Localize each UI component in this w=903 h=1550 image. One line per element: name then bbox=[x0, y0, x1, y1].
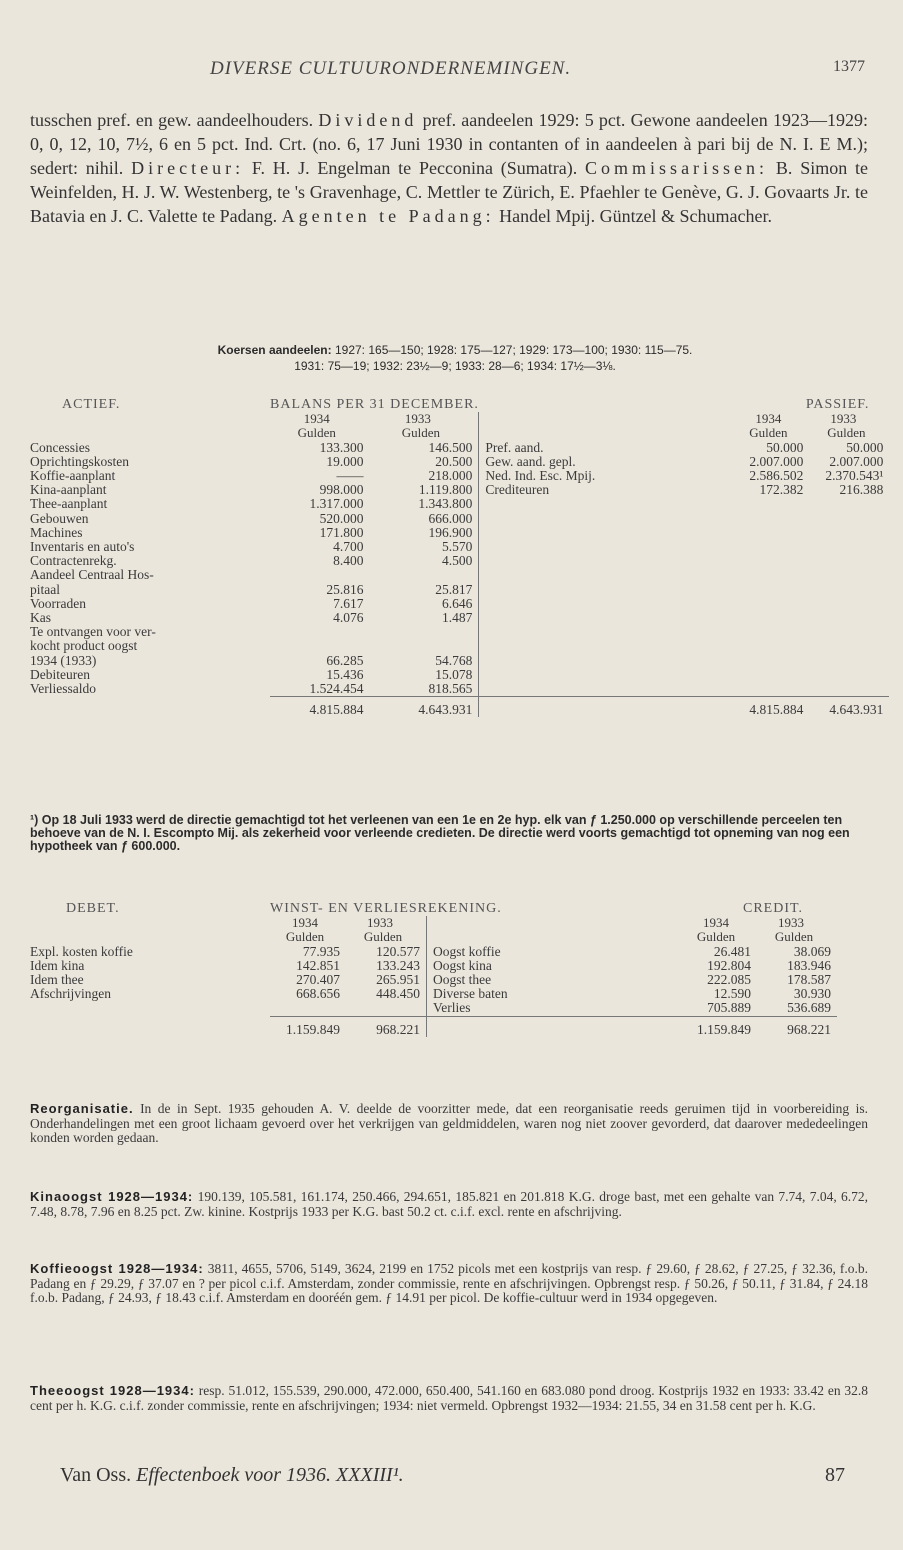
pl-year-1934: 1934 bbox=[292, 915, 318, 931]
balance-left-value-1933: 54.768 bbox=[435, 652, 473, 668]
directeur-text: F. H. J. Engelman te Pecconina (Sumatra). bbox=[251, 158, 578, 178]
balance-total-1934: 4.815.884 bbox=[270, 697, 363, 718]
koffie-heading: Koffieoogst 1928—1934: bbox=[30, 1261, 204, 1276]
prices-line-1: 1927: 165—150; 1928: 175—127; 1929: 173—100; 1930: 115—75. bbox=[334, 343, 693, 357]
balance-row bbox=[30, 654, 889, 668]
unit-label: Gulden bbox=[749, 425, 788, 441]
unit-label: Gulden bbox=[774, 929, 814, 945]
balance-right-value-1933: 50.000 bbox=[846, 439, 884, 455]
pl-right-value-1933: 183.946 bbox=[787, 957, 831, 973]
pl-right-value-1934: 222.085 bbox=[707, 972, 751, 988]
balance-right-label: Ned. Ind. Esc. Mpij. bbox=[479, 469, 734, 483]
balance-right-value-1934 bbox=[733, 654, 803, 668]
intro-paragraph bbox=[30, 108, 868, 228]
pl-left-value-1934 bbox=[270, 1001, 340, 1016]
balance-right-label bbox=[479, 611, 734, 625]
balance-row bbox=[30, 540, 889, 554]
balance-left-label: Concessies bbox=[30, 440, 90, 455]
pl-left-value-1933: 120.577 bbox=[376, 943, 420, 959]
balance-left-value-1933: 20.500 bbox=[435, 453, 473, 469]
pl-right-value-1934: 12.590 bbox=[713, 986, 751, 1002]
balance-left-value-1934 bbox=[270, 625, 363, 639]
pl-year-1933-right: 1933 bbox=[778, 915, 804, 931]
balance-left-value-1933: 1.343.800 bbox=[418, 496, 473, 512]
footnote bbox=[30, 814, 868, 853]
kina-text: 190.139, 105.581, 161.174, 250.466, 294.651, 185.821 en 201.818 K.G. droge bast, met een gehalte van 7.74, 7.04, 6.72, 7.48, 8.78, 7.96 en 8.25 pct. Zw. kinine. Kostprijs 1933 per K.G. bast 50.2 ct. c.i.f. excl. rente en afschrijving. bbox=[30, 1189, 869, 1219]
balance-right-value-1933 bbox=[803, 526, 889, 540]
balance-left-value-1934: 7.617 bbox=[333, 595, 364, 611]
pl-right-value-1933: 536.689 bbox=[787, 1000, 831, 1016]
balance-right-value-1934 bbox=[733, 526, 803, 540]
balance-right-value-1933 bbox=[803, 611, 889, 625]
pl-right-value-1934: 26.481 bbox=[713, 943, 751, 959]
balance-left-value-1934: 998.000 bbox=[319, 482, 364, 498]
balance-right-title: PASSIEF. bbox=[805, 397, 870, 412]
balance-right-value-1933 bbox=[803, 597, 889, 611]
prices-line-2: 1931: 75—19; 1932: 23½—9; 1933: 28—6; 1934: 17½—3⅛. bbox=[294, 359, 616, 373]
pl-left-label: Idem kina bbox=[30, 958, 85, 973]
balance-row bbox=[30, 639, 889, 653]
balance-left-label: Aandeel Centraal Hos- bbox=[30, 568, 154, 583]
balance-total-1933-right: 4.643.931 bbox=[803, 697, 889, 718]
commissarissen-label: Commissarissen: bbox=[585, 158, 769, 178]
pl-year-1933: 1933 bbox=[367, 915, 393, 931]
balance-right-label bbox=[479, 497, 734, 511]
balance-left-value-1933 bbox=[363, 639, 478, 653]
balance-left-value-1933: 1.487 bbox=[442, 610, 473, 626]
balance-right-label bbox=[479, 668, 734, 682]
balance-left-value-1933: 15.078 bbox=[435, 666, 473, 682]
balance-right-label bbox=[479, 540, 734, 554]
balance-row bbox=[30, 568, 889, 582]
pl-total-1934: 1.159.849 bbox=[270, 1016, 340, 1037]
balance-right-label: Pref. aand. bbox=[479, 441, 734, 455]
balance-left-value-1933: 6.646 bbox=[442, 595, 473, 611]
balance-left-label: Thee-aanplant bbox=[30, 497, 108, 512]
pl-left-value-1933: 448.450 bbox=[376, 986, 420, 1002]
pl-left-label bbox=[30, 1001, 270, 1016]
dividend-text: pref. aandeelen 1929: 5 pct. Gewone aandeelen 1923—1929: 0, 0, 12, 10, 7½, 6 en 5 pct. Ind. Crt. (no. 6, 17 Juni 1930 in contanten of in aandeelen à pari bij de N. I. E M.); sedert: nihil. bbox=[30, 110, 869, 178]
thee-paragraph bbox=[30, 1384, 868, 1413]
pl-row bbox=[30, 959, 837, 973]
balance-left-value-1934 bbox=[270, 639, 363, 653]
balance-right-value-1933 bbox=[803, 654, 889, 668]
balance-right-value-1934 bbox=[733, 625, 803, 639]
agenten-text: Handel Mpij. Güntzel & Schumacher. bbox=[499, 206, 773, 226]
pl-left-title: DEBET. bbox=[66, 901, 120, 916]
balance-right-label bbox=[479, 654, 734, 668]
balance-left-label: Gebouwen bbox=[30, 511, 89, 526]
pl-year-1934-right: 1934 bbox=[703, 915, 729, 931]
balance-right-value-1933 bbox=[803, 583, 889, 597]
pl-right-value-1934: 705.889 bbox=[707, 1000, 751, 1016]
pl-right-value-1934: 192.804 bbox=[707, 957, 751, 973]
pl-row bbox=[30, 973, 837, 987]
balance-right-value-1934 bbox=[733, 540, 803, 554]
pl-total-1934-right: 1.159.849 bbox=[681, 1016, 751, 1037]
koffie-paragraph bbox=[30, 1262, 868, 1306]
balance-left-label: pitaal bbox=[30, 582, 60, 597]
kina-paragraph bbox=[30, 1190, 868, 1219]
pl-left-value-1933: 265.951 bbox=[376, 972, 420, 988]
balance-right-label bbox=[479, 583, 734, 597]
balance-right-value-1933 bbox=[803, 668, 889, 682]
balance-right-value-1933 bbox=[803, 568, 889, 582]
directeur-label: Directeur: bbox=[131, 158, 245, 178]
balance-row bbox=[30, 583, 889, 597]
balance-left-value-1933: 818.565 bbox=[428, 681, 473, 697]
balance-left-value-1934 bbox=[270, 568, 363, 582]
balance-left-value-1934: 25.816 bbox=[326, 581, 364, 597]
balance-left-value-1933: 218.000 bbox=[428, 468, 473, 484]
pl-left-value-1933 bbox=[340, 1001, 427, 1016]
balance-right-value-1933 bbox=[803, 540, 889, 554]
balance-right-label: Crediteuren bbox=[479, 483, 734, 497]
unit-label: Gulden bbox=[696, 929, 736, 945]
balance-right-value-1933 bbox=[803, 682, 889, 697]
balance-right-value-1933 bbox=[803, 497, 889, 511]
balance-left-label: Inventaris en auto's bbox=[30, 540, 135, 555]
balance-row bbox=[30, 526, 889, 540]
balance-left-title: ACTIEF. bbox=[62, 397, 121, 412]
balance-left-label: 1934 (1933) bbox=[30, 653, 97, 668]
pl-right-label: Diverse baten bbox=[427, 987, 682, 1001]
pl-row bbox=[30, 987, 837, 1001]
kina-heading: Kinaoogst 1928—1934: bbox=[30, 1189, 194, 1204]
footer-author: Van Oss. bbox=[60, 1464, 132, 1486]
balance-left-value-1934: 8.400 bbox=[333, 553, 364, 569]
balance-row bbox=[30, 441, 889, 455]
balance-left-value-1933: 1.119.800 bbox=[418, 482, 473, 498]
balance-left-value-1933: 4.500 bbox=[442, 553, 473, 569]
balance-total-1933: 4.643.931 bbox=[363, 697, 478, 718]
unit-label: Gulden bbox=[363, 929, 403, 945]
balance-right-value-1934 bbox=[733, 497, 803, 511]
balance-right-value-1933: 2.370.543¹ bbox=[825, 468, 884, 484]
pl-right-value-1933: 30.930 bbox=[793, 986, 831, 1002]
balance-year-1933: 1933 bbox=[404, 411, 431, 427]
thee-text: resp. 51.012, 155.539, 290.000, 472.000, 650.400, 541.160 en 683.080 pond droog. Kostprijs 1932 en 1933: 33.42 en 32.8 cent per h. K.G. c.i.f. zonder commissie, rente en afschrijvingen; 1934: niet vermeld. Opbrengst 1932—1934: 21.55, 34 en 31.58 cent per h. K.G. bbox=[30, 1383, 869, 1413]
balance-total-1934-right: 4.815.884 bbox=[733, 697, 803, 718]
balance-right-value-1934 bbox=[733, 611, 803, 625]
pl-center-title: WINST- EN VERLIESREKENING. bbox=[270, 901, 502, 916]
agenten-label: Agenten te Padang: bbox=[281, 206, 495, 226]
unit-label: Gulden bbox=[401, 425, 441, 441]
reorganisation-paragraph bbox=[30, 1102, 868, 1146]
balance-left-value-1934: 133.300 bbox=[319, 439, 364, 455]
header-title: DIVERSE CULTUURONDERNEMINGEN. bbox=[210, 58, 572, 79]
pl-right-value-1933: 38.069 bbox=[793, 943, 831, 959]
balance-row bbox=[30, 611, 889, 625]
running-header bbox=[60, 58, 865, 84]
balance-left-label: Machines bbox=[30, 525, 83, 540]
balance-year-1934: 1934 bbox=[303, 411, 330, 427]
balance-right-value-1934 bbox=[733, 583, 803, 597]
balance-right-value-1934 bbox=[733, 597, 803, 611]
balance-right-label: Gew. aand. gepl. bbox=[479, 455, 734, 469]
balance-row bbox=[30, 597, 889, 611]
unit-label: Gulden bbox=[827, 425, 866, 441]
balance-row bbox=[30, 497, 889, 511]
pl-right-label: Oogst kina bbox=[427, 959, 682, 973]
unit-label: Gulden bbox=[297, 425, 336, 441]
balance-right-value-1934: 2.007.000 bbox=[749, 453, 804, 469]
balance-left-label: Debiteuren bbox=[30, 667, 90, 682]
balance-right-label bbox=[479, 554, 734, 568]
balance-left-label: Koffie-aanplant bbox=[30, 469, 116, 484]
balance-right-value-1933: 2.007.000 bbox=[829, 453, 884, 469]
balance-left-value-1934: 19.000 bbox=[326, 453, 364, 469]
balance-row bbox=[30, 512, 889, 526]
pl-left-label: Idem thee bbox=[30, 973, 84, 988]
balance-row bbox=[30, 668, 889, 682]
balance-row bbox=[30, 455, 889, 469]
footer-page-number: 87 bbox=[825, 1464, 845, 1486]
balance-right-value-1933 bbox=[803, 554, 889, 568]
balance-right-label bbox=[479, 512, 734, 526]
balance-left-value-1934: 15.436 bbox=[326, 666, 364, 682]
pl-total-1933-right: 968.221 bbox=[751, 1016, 837, 1037]
balance-left-value-1933: 25.817 bbox=[435, 581, 473, 597]
pl-left-value-1934: 77.935 bbox=[302, 943, 340, 959]
pl-right-title: CREDIT. bbox=[742, 901, 803, 916]
balance-row bbox=[30, 625, 889, 639]
unit-label: Gulden bbox=[285, 929, 325, 945]
balance-left-value-1933 bbox=[363, 568, 478, 582]
balance-right-value-1933 bbox=[803, 625, 889, 639]
balance-right-label bbox=[479, 568, 734, 582]
balance-left-value-1934: —— bbox=[336, 468, 364, 484]
reorganisation-text: In de in Sept. 1935 gehouden A. V. deelde de voorzitter mede, dat een reorganisatie reeds geruimen tijd in voorbereiding is. Onderhandelingen met een groot lichaam gevoerd over het verkrijgen van geldmiddelen, waren nog niet zoover gevorderd, dat daarover mededeelingen konden worden gedaan. bbox=[30, 1101, 868, 1145]
balance-left-label: Verliessaldo bbox=[30, 682, 96, 697]
balance-year-1933-right: 1933 bbox=[830, 411, 857, 427]
balance-left-label: kocht product oogst bbox=[30, 639, 138, 654]
balance-right-value-1934: 2.586.502 bbox=[749, 468, 804, 484]
balance-right-value-1933 bbox=[803, 639, 889, 653]
balance-right-value-1934: 172.382 bbox=[759, 482, 804, 498]
balance-right-value-1934 bbox=[733, 512, 803, 526]
balance-right-value-1933: 216.388 bbox=[839, 482, 884, 498]
balance-left-label: Kina-aanplant bbox=[30, 483, 107, 498]
dividend-label: Dividend bbox=[318, 110, 418, 130]
profit-loss-account bbox=[30, 902, 837, 1037]
balance-left-value-1934: 520.000 bbox=[319, 510, 364, 526]
reorganisation-heading: Reorganisatie. bbox=[30, 1101, 134, 1116]
balance-sheet bbox=[30, 398, 889, 717]
pl-right-label: Oogst koffie bbox=[427, 945, 682, 959]
pl-row bbox=[30, 1001, 837, 1016]
share-prices bbox=[60, 342, 850, 374]
balance-right-label bbox=[479, 526, 734, 540]
balance-right-value-1934 bbox=[733, 639, 803, 653]
balance-left-value-1933: 196.900 bbox=[428, 524, 473, 540]
balance-right-label bbox=[479, 639, 734, 653]
prices-label: Koersen aandeelen: bbox=[217, 343, 332, 357]
balance-left-value-1933: 666.000 bbox=[428, 510, 473, 526]
pl-left-label: Expl. kosten koffie bbox=[30, 944, 133, 959]
footer-book: Effectenboek voor 1936. XXXIII¹. bbox=[136, 1464, 404, 1486]
pl-right-value-1933: 178.587 bbox=[787, 972, 831, 988]
pl-left-value-1934: 668.656 bbox=[296, 986, 340, 1002]
koffie-text: 3811, 4655, 5706, 5149, 3624, 2199 en 1752 picols met een kostprijs van resp. ƒ 29.60, ƒ 28.62, ƒ 27.25, ƒ 32.36, f.o.b. Padang en ƒ 29.29, ƒ 37.07 en ? per picol c.i.f. Amsterdam, zonder commissie, rente en afschrijvingen. Opbrengst resp. ƒ 50.26, ƒ 50.11, ƒ 31.84, ƒ 24.18 f.o.b. Padang, ƒ 24.93, ƒ 18.43 c.i.f. Amsterdam en dooréén gem. ƒ 14.91 per picol. De koffie-cultuur werd in 1934 opgegeven. bbox=[30, 1261, 869, 1305]
pl-row bbox=[30, 945, 837, 959]
balance-left-value-1934: 66.285 bbox=[326, 652, 364, 668]
pl-right-label: Verlies bbox=[427, 1001, 682, 1016]
balance-right-label bbox=[479, 625, 734, 639]
header-page-number: 1377 bbox=[833, 58, 865, 75]
balance-center-title: BALANS PER 31 DECEMBER. bbox=[270, 397, 479, 412]
balance-left-label: Te ontvangen voor ver- bbox=[30, 625, 156, 640]
balance-right-value-1934 bbox=[733, 682, 803, 697]
pl-left-value-1934: 142.851 bbox=[296, 957, 340, 973]
balance-right-value-1934 bbox=[733, 554, 803, 568]
commissarissen-text: B. Simon te Weinfelden, H. J. W. Westenberg, te 's Gravenhage, C. Mettler te Zürich, E. Pfaehler te Genève, G. J. Govaarts Jr. te Batavia en J. C. Valette te Padang. bbox=[30, 158, 869, 226]
balance-left-value-1934: 1.524.454 bbox=[309, 681, 364, 697]
balance-left-label: Voorraden bbox=[30, 596, 86, 611]
balance-left-label: Oprichtingskosten bbox=[30, 454, 129, 469]
balance-right-value-1934: 50.000 bbox=[766, 439, 804, 455]
balance-left-value-1933 bbox=[363, 625, 478, 639]
pl-total-1933: 968.221 bbox=[340, 1016, 427, 1037]
balance-row bbox=[30, 554, 889, 568]
pl-left-value-1934: 270.407 bbox=[296, 972, 340, 988]
balance-row bbox=[30, 483, 889, 497]
balance-left-value-1934: 1.317.000 bbox=[309, 496, 364, 512]
balance-year-1934-right: 1934 bbox=[755, 411, 782, 427]
balance-right-label bbox=[479, 597, 734, 611]
intro-text: tusschen pref. en gew. aandeelhouders. bbox=[30, 110, 314, 130]
balance-left-value-1933: 5.570 bbox=[442, 539, 473, 555]
pl-left-value-1933: 133.243 bbox=[376, 957, 420, 973]
balance-right-value-1933 bbox=[803, 512, 889, 526]
balance-left-value-1934: 171.800 bbox=[319, 524, 364, 540]
balance-right-label bbox=[479, 682, 734, 697]
balance-left-label: Contractenrekg. bbox=[30, 554, 117, 569]
balance-left-value-1934: 4.700 bbox=[333, 539, 364, 555]
balance-right-value-1934 bbox=[733, 568, 803, 582]
pl-right-label: Oogst thee bbox=[427, 973, 682, 987]
balance-left-value-1934: 4.076 bbox=[333, 610, 364, 626]
thee-heading: Theeoogst 1928—1934: bbox=[30, 1383, 195, 1398]
balance-left-value-1933: 146.500 bbox=[428, 439, 473, 455]
balance-row bbox=[30, 469, 889, 483]
pl-left-label: Afschrijvingen bbox=[30, 987, 111, 1002]
balance-row bbox=[30, 682, 889, 697]
footnote-text: ¹) Op 18 Juli 1933 werd de directie gemachtigd tot het verleenen van een 1e en 2e hyp. elk van ƒ 1.250.000 op verschillende perceelen ten behoeve van de N. I. Escompto Mij. als zekerheid voor verleende credieten. De directie werd voorts gemachtigd tot opneming van nog een hypotheek van ƒ 600.000. bbox=[30, 813, 850, 853]
balance-left-label: Kas bbox=[30, 611, 51, 626]
balance-right-value-1934 bbox=[733, 668, 803, 682]
